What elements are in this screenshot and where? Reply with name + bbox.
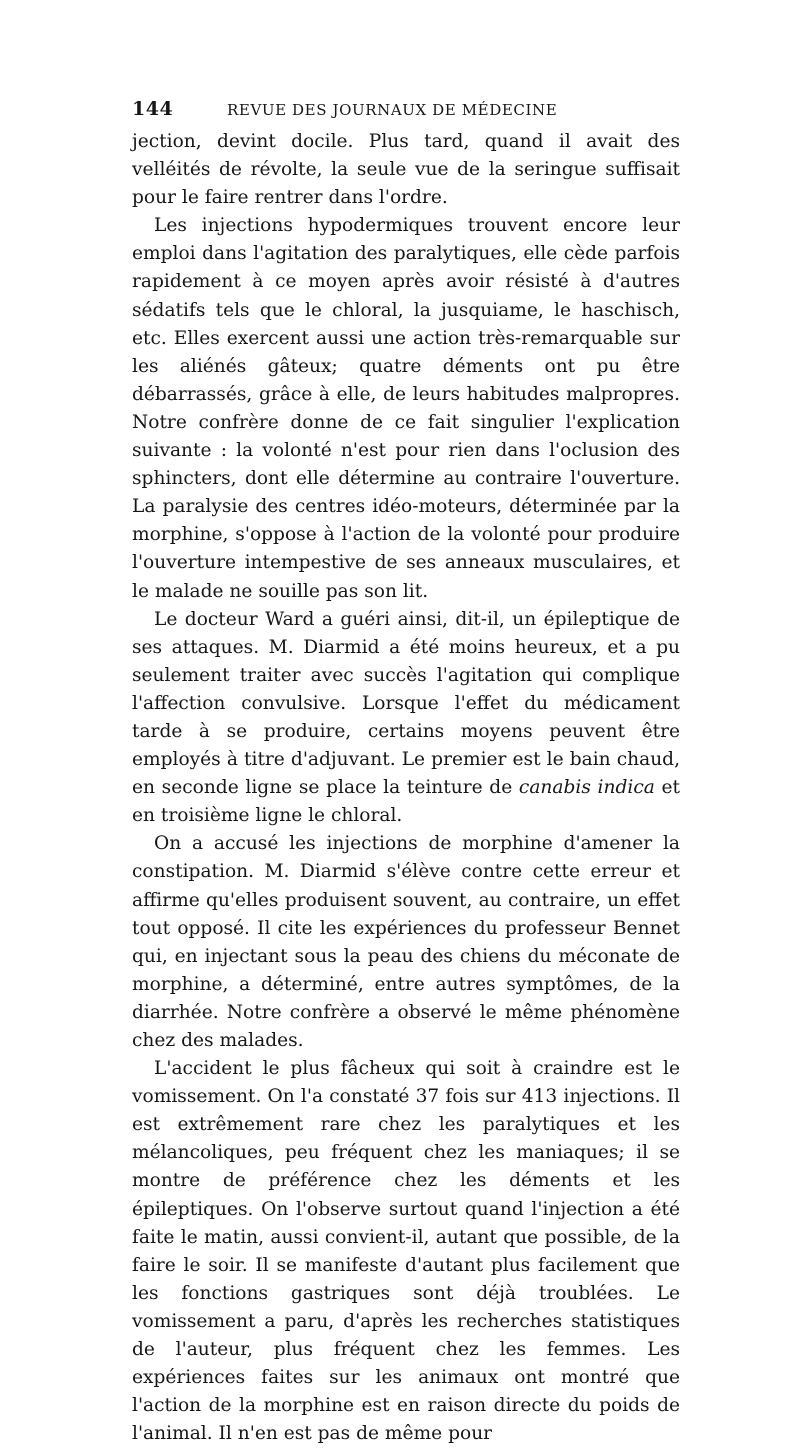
page-number: 144: [132, 98, 174, 120]
page-header: [132, 98, 680, 128]
paragraph-doctor-ward: [132, 606, 680, 831]
paragraph-text-after-italic: et en troisième ligne le chloral.: [132, 777, 680, 827]
italic-term: canabis indica: [518, 777, 655, 799]
paragraph-continuation: jection, devint docile. Plus tard, quand il avait des velléités de révolte, la seule vue de la seringue suffisait pour le faire rentrer dans l'ordre.: [132, 131, 680, 209]
paragraph-text-before-italic: Le docteur Ward a guéri ainsi, dit-il, un épileptique de ses attaques. M. Diarmid a été moins heureux, et a pu seulement traiter avec succès l'agitation qui complique l'affection convulsive. Lorsque l'effet du médicament tarde à se produire, certains moyens peuvent être employés à titre d'adjuvant. Le premier est le bain chaud, en seconde ligne se place la teinture de: [132, 608, 680, 799]
paragraph-vomiting: L'accident le plus fâcheux qui soit à craindre est le vomissement. On l'a constaté 37 fois sur 413 injections. Il est extrêmement rare chez les paralytiques et les mélancoliques, peu fréquent chez les maniaques; il se montre de préférence chez les déments et les épileptiques. On l'observe surtout quand l'injection a été faite le matin, aussi convient-il, autant que possible, de la faire le soir. Il se manifeste d'autant plus facilement que les fonctions gastriques sont déjà troublées. Le vomissement a paru, d'après les recherches statistiques de l'auteur, plus fréquent chez les femmes. Les expériences faites sur les animaux ont montré que l'action de la morphine est en raison directe du poids de l'animal. Il n'en est pas de même pour: [132, 1058, 680, 1445]
running-title: REVUE DES JOURNAUX DE MÉDECINE: [227, 101, 558, 119]
book-page: [132, 98, 680, 1448]
body-text: [132, 128, 680, 1448]
paragraph-constipation: On a accusé les injections de morphine d'amener la constipation. M. Diarmid s'élève contre cette erreur et affirme qu'elles produisent souvent, au contraire, un effet tout opposé. Il cite les expériences du professeur Bennet qui, en injectant sous la peau des chiens du méconate de morphine, a déterminé, entre autres symptômes, de la diarrhée. Notre confrère a observé le même phénomène chez des malades.: [132, 833, 680, 1051]
paragraph-hypodermic-injections: Les injections hypodermiques trouvent encore leur emploi dans l'agitation des paralytiques, elle cède parfois rapidement à ce moyen après avoir résisté à d'autres sédatifs tels que le chloral, la jusquiame, le haschisch, etc. Elles exercent aussi une action très-remarquable sur les aliénés gâteux; quatre déments ont pu être débarrassés, grâce à elle, de leurs habitudes malpropres. Notre confrère donne de ce fait singulier l'explication suivante : la volonté n'est pour rien dans l'oclusion des sphincters, dont elle détermine au contraire l'ouverture. La paralysie des centres idéo-moteurs, déterminée par la morphine, s'oppose à l'action de la volonté pour produire l'ouverture intempestive de ses anneaux musculaires, et le malade ne souille pas son lit.: [132, 215, 680, 602]
